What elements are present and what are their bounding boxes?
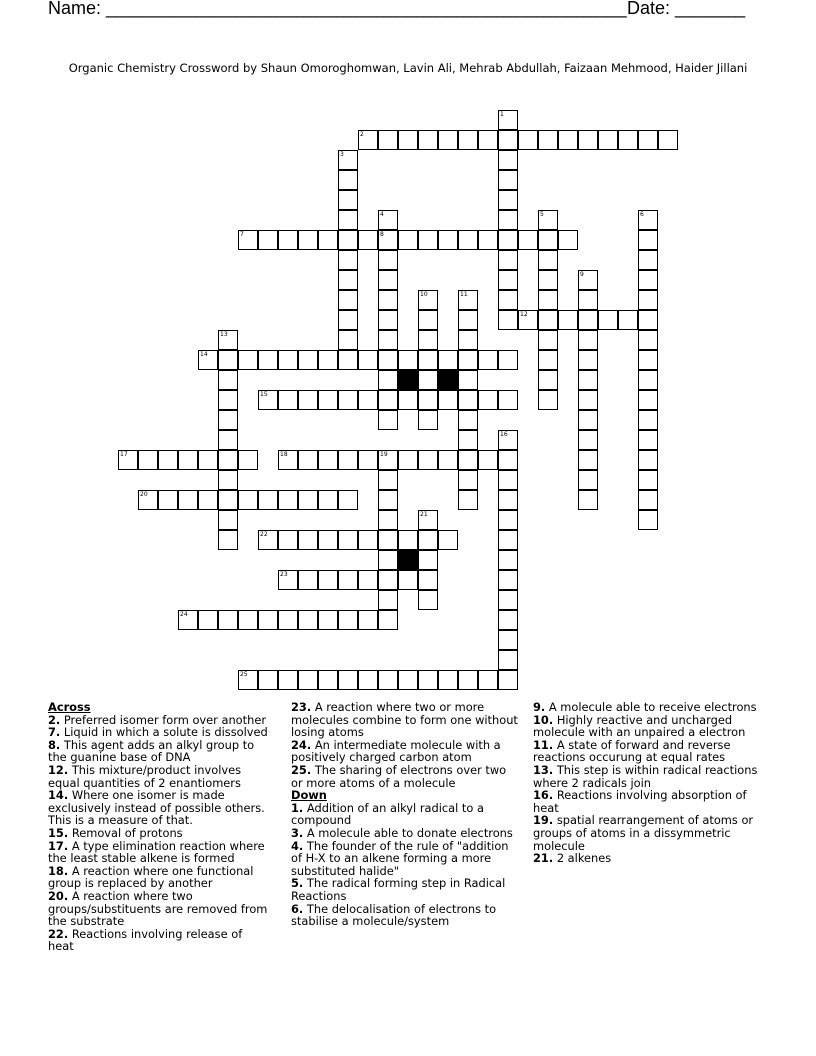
across-heading: Across (48, 700, 91, 714)
clue-column-3 (533, 701, 763, 865)
grid-cell[interactable] (478, 230, 498, 250)
grid-cell[interactable] (638, 250, 658, 270)
grid-cell[interactable] (538, 230, 558, 250)
grid-cell[interactable] (498, 290, 518, 310)
grid-cell[interactable] (298, 610, 318, 630)
grid-cell[interactable] (498, 470, 518, 490)
grid-cell[interactable] (438, 450, 458, 470)
grid-cell[interactable] (418, 550, 438, 570)
grid-cell[interactable] (638, 290, 658, 310)
grid-cell[interactable] (158, 490, 178, 510)
grid-cell[interactable] (578, 410, 598, 430)
grid-cell[interactable] (298, 490, 318, 510)
grid-cell[interactable] (378, 130, 398, 150)
grid-cell[interactable] (458, 490, 478, 510)
grid-cell[interactable] (638, 330, 658, 350)
clue-down-21: 21. 2 alkenes (533, 851, 612, 866)
grid-cell[interactable] (318, 530, 338, 550)
grid-cell[interactable] (278, 390, 298, 410)
grid-cell[interactable] (418, 530, 438, 550)
clue-across-2: 2. Preferred isomer form over another (48, 712, 267, 727)
grid-cell[interactable] (358, 450, 378, 470)
grid-cell[interactable] (418, 590, 438, 610)
grid-cell[interactable] (258, 610, 278, 630)
clue-number-20: 20 (140, 491, 148, 498)
clue-number-24: 24 (180, 611, 188, 618)
grid-cell[interactable] (558, 310, 578, 330)
grid-cell[interactable] (638, 230, 658, 250)
clue-number-1: 1 (500, 111, 504, 118)
clue-number-9: 9 (580, 271, 584, 278)
grid-cell[interactable] (638, 370, 658, 390)
grid-cell[interactable] (458, 430, 478, 450)
grid-cell[interactable] (398, 390, 418, 410)
grid-cell[interactable] (298, 530, 318, 550)
clue-down-9: 9. A molecule able to receive electrons (533, 700, 757, 714)
grid-cell[interactable] (518, 130, 538, 150)
grid-cell[interactable] (498, 530, 518, 550)
clue-column-1 (48, 701, 270, 953)
grid-cell[interactable] (338, 530, 358, 550)
clue-down-4: 4. The founder of the rule of "addition of H-X to an alkene forming a more substituted halide" (291, 838, 509, 878)
grid-cell[interactable] (398, 130, 418, 150)
grid-cell[interactable] (178, 490, 198, 510)
grid-cell[interactable] (538, 250, 558, 270)
clue-down-1: 1. Addition of an alkyl radical to a compound (291, 800, 484, 828)
grid-cell[interactable] (558, 230, 578, 250)
grid-cell[interactable] (338, 310, 358, 330)
grid-cell[interactable] (158, 450, 178, 470)
clue-number-25: 25 (240, 671, 248, 678)
grid-cell[interactable] (538, 350, 558, 370)
grid-cell[interactable] (358, 230, 378, 250)
grid-cell[interactable] (538, 370, 558, 390)
grid-cell[interactable] (498, 450, 518, 470)
grid-cell[interactable] (378, 610, 398, 630)
grid-cell[interactable] (418, 570, 438, 590)
clue-down-19: 19. spatial rearrangement of atoms or groups of atoms in a dissymmetric molecule (533, 813, 754, 853)
grid-cell[interactable] (378, 270, 398, 290)
grid-cell[interactable] (398, 670, 418, 690)
grid-cell[interactable] (498, 390, 518, 410)
grid-cell[interactable] (418, 330, 438, 350)
grid-cell[interactable] (598, 310, 618, 330)
grid-cell[interactable] (398, 530, 418, 550)
grid-cell[interactable] (418, 230, 438, 250)
grid-cell[interactable] (338, 390, 358, 410)
grid-cell[interactable] (378, 250, 398, 270)
grid-cell[interactable] (218, 530, 238, 550)
grid-cell[interactable] (358, 670, 378, 690)
grid-cell[interactable] (338, 450, 358, 470)
grid-cell[interactable] (138, 450, 158, 470)
grid-cell[interactable] (478, 390, 498, 410)
grid-cell[interactable] (258, 490, 278, 510)
grid-cell[interactable] (338, 250, 358, 270)
grid-cell[interactable] (498, 250, 518, 270)
grid-cell[interactable] (318, 390, 338, 410)
grid-cell[interactable] (338, 610, 358, 630)
clue-across-12: 12. This mixture/product involves equal quantities of 2 enantiomers (48, 762, 242, 790)
grid-cell[interactable] (318, 450, 338, 470)
grid-cell[interactable] (418, 450, 438, 470)
clue-number-21: 21 (420, 511, 428, 518)
grid-cell[interactable] (218, 430, 238, 450)
grid-cell[interactable] (498, 550, 518, 570)
clue-number-8: 8 (380, 231, 384, 238)
grid-cell[interactable] (618, 310, 638, 330)
grid-cell[interactable] (278, 230, 298, 250)
grid-cell[interactable] (458, 410, 478, 430)
grid-cell[interactable] (378, 590, 398, 610)
grid-cell[interactable] (658, 130, 678, 150)
grid-cell[interactable] (638, 310, 658, 330)
grid-cell[interactable] (338, 290, 358, 310)
grid-cell[interactable] (578, 130, 598, 150)
grid-cell[interactable] (578, 350, 598, 370)
grid-cell[interactable] (498, 270, 518, 290)
grid-cell[interactable] (498, 650, 518, 670)
grid-cell[interactable] (418, 130, 438, 150)
grid-cell[interactable] (418, 670, 438, 690)
grid-cell[interactable] (378, 530, 398, 550)
grid-cell[interactable] (458, 390, 478, 410)
grid-cell[interactable] (218, 470, 238, 490)
grid-cell[interactable] (198, 450, 218, 470)
grid-cell[interactable] (298, 230, 318, 250)
grid-cell[interactable] (338, 350, 358, 370)
grid-cell[interactable] (378, 390, 398, 410)
grid-cell[interactable] (258, 670, 278, 690)
grid-cell[interactable] (338, 330, 358, 350)
grid-cell[interactable] (498, 510, 518, 530)
grid-cell[interactable] (398, 570, 418, 590)
grid-cell[interactable] (218, 610, 238, 630)
grid-cell[interactable] (318, 490, 338, 510)
grid-cell[interactable] (578, 290, 598, 310)
grid-cell[interactable] (458, 330, 478, 350)
grid-cell[interactable] (218, 510, 238, 530)
clue-across-17: 17. A type elimination reaction where the least stable alkene is formed (48, 838, 265, 866)
puzzle-subtitle: Organic Chemistry Crossword by Shaun Omoroghomwan, Lavin Ali, Mehrab Abdullah, Faizaan Mehmood, Haider Jillani (68, 61, 748, 75)
grid-cell[interactable] (498, 210, 518, 230)
grid-cell[interactable] (338, 490, 358, 510)
clue-across-18: 18. A reaction where one functional group is replaced by another (48, 863, 254, 891)
grid-cell[interactable] (478, 670, 498, 690)
grid-cell[interactable] (258, 350, 278, 370)
grid-cell[interactable] (378, 330, 398, 350)
grid-cell[interactable] (538, 390, 558, 410)
grid-cell[interactable] (358, 570, 378, 590)
grid-block (398, 370, 418, 390)
grid-cell[interactable] (498, 630, 518, 650)
grid-cell[interactable] (578, 470, 598, 490)
grid-cell[interactable] (378, 370, 398, 390)
clue-down-13: 13. This step is within radical reactions where 2 radicals join (533, 762, 758, 790)
grid-cell[interactable] (358, 530, 378, 550)
grid-cell[interactable] (638, 430, 658, 450)
grid-cell[interactable] (538, 330, 558, 350)
grid-cell[interactable] (298, 670, 318, 690)
grid-cell[interactable] (338, 230, 358, 250)
grid-cell[interactable] (278, 610, 298, 630)
grid-cell[interactable] (278, 670, 298, 690)
grid-cell[interactable] (218, 410, 238, 430)
clue-column-2 (291, 701, 521, 928)
clue-down-11: 11. A state of forward and reverse reactions occurung at equal rates (533, 737, 731, 765)
clue-number-15: 15 (260, 391, 268, 398)
clue-number-16: 16 (500, 431, 508, 438)
down-heading: Down (291, 788, 327, 803)
grid-cell[interactable] (638, 410, 658, 430)
grid-cell[interactable] (458, 470, 478, 490)
grid-cell[interactable] (498, 310, 518, 330)
grid-cell[interactable] (358, 390, 378, 410)
grid-cell[interactable] (318, 610, 338, 630)
clue-down-5: 5. The radical forming step in Radical Reactions (291, 876, 506, 903)
grid-cell[interactable] (378, 310, 398, 330)
grid-cell[interactable] (218, 390, 238, 410)
grid-cell[interactable] (338, 170, 358, 190)
grid-cell[interactable] (338, 270, 358, 290)
grid-cell[interactable] (378, 290, 398, 310)
clue-number-5: 5 (540, 211, 544, 218)
clue-number-6: 6 (640, 211, 644, 218)
grid-cell[interactable] (438, 530, 458, 550)
clue-across-14: 14. Where one isomer is made exclusively instead of possible others. This is a measure of that. (48, 788, 265, 828)
clue-number-3: 3 (340, 151, 344, 158)
clue-down-6: 6. The delocalisation of electrons to stabilise a molecule/system (291, 901, 497, 929)
grid-cell[interactable] (298, 570, 318, 590)
grid-cell[interactable] (238, 450, 258, 470)
grid-cell[interactable] (398, 350, 418, 370)
grid-cell[interactable] (438, 390, 458, 410)
grid-cell[interactable] (418, 410, 438, 430)
grid-cell[interactable] (578, 450, 598, 470)
grid-cell[interactable] (538, 130, 558, 150)
grid-cell[interactable] (498, 350, 518, 370)
grid-cell[interactable] (538, 310, 558, 330)
name-field-line[interactable]: Name: ____________________________________________________ (48, 0, 627, 18)
clue-across-23: 23. A reaction where two or more molecules combine to form one without losing atoms (291, 700, 518, 740)
grid-cell[interactable] (478, 450, 498, 470)
grid-cell[interactable] (638, 350, 658, 370)
grid-cell[interactable] (218, 490, 238, 510)
grid-cell[interactable] (318, 570, 338, 590)
grid-cell[interactable] (338, 210, 358, 230)
grid-cell[interactable] (378, 550, 398, 570)
grid-cell[interactable] (238, 350, 258, 370)
grid-cell[interactable] (498, 490, 518, 510)
grid-cell[interactable] (438, 670, 458, 690)
grid-cell[interactable] (458, 370, 478, 390)
grid-cell[interactable] (378, 410, 398, 430)
grid-cell[interactable] (498, 150, 518, 170)
grid-cell[interactable] (578, 490, 598, 510)
clue-number-17: 17 (120, 451, 128, 458)
grid-cell[interactable] (278, 490, 298, 510)
grid-cell[interactable] (278, 350, 298, 370)
grid-cell[interactable] (438, 350, 458, 370)
grid-cell[interactable] (478, 350, 498, 370)
clue-across-7: 7. Liquid in which a solute is dissolved (48, 725, 268, 740)
grid-cell[interactable] (498, 190, 518, 210)
grid-cell[interactable] (498, 610, 518, 630)
clue-number-11: 11 (460, 291, 468, 298)
grid-block (438, 370, 458, 390)
grid-cell[interactable] (578, 430, 598, 450)
clue-across-24: 24. An intermediate molecule with a positively charged carbon atom (291, 737, 501, 765)
grid-cell[interactable] (378, 570, 398, 590)
grid-cell[interactable] (578, 390, 598, 410)
grid-cell[interactable] (278, 530, 298, 550)
grid-cell[interactable] (638, 270, 658, 290)
clue-number-23: 23 (280, 571, 288, 578)
clue-number-12: 12 (520, 311, 528, 318)
grid-cell[interactable] (538, 270, 558, 290)
grid-cell[interactable] (398, 230, 418, 250)
grid-cell[interactable] (418, 310, 438, 330)
clue-number-10: 10 (420, 291, 428, 298)
grid-cell[interactable] (438, 230, 458, 250)
grid-cell[interactable] (298, 450, 318, 470)
grid-cell[interactable] (398, 450, 418, 470)
grid-cell[interactable] (238, 490, 258, 510)
grid-cell[interactable] (498, 170, 518, 190)
grid-cell[interactable] (498, 570, 518, 590)
grid-cell[interactable] (358, 350, 378, 370)
grid-cell[interactable] (638, 510, 658, 530)
grid-cell[interactable] (638, 390, 658, 410)
grid-cell[interactable] (358, 610, 378, 630)
grid-cell[interactable] (338, 190, 358, 210)
grid-cell[interactable] (458, 130, 478, 150)
grid-cell[interactable] (498, 230, 518, 250)
clue-number-7: 7 (240, 231, 244, 238)
grid-cell[interactable] (638, 450, 658, 470)
grid-cell[interactable] (638, 130, 658, 150)
grid-cell[interactable] (298, 350, 318, 370)
grid-cell[interactable] (618, 130, 638, 150)
grid-cell[interactable] (318, 670, 338, 690)
grid-cell[interactable] (558, 130, 578, 150)
grid-cell[interactable] (638, 490, 658, 510)
grid-cell[interactable] (218, 350, 238, 370)
grid-cell[interactable] (218, 450, 238, 470)
grid-cell[interactable] (218, 370, 238, 390)
clue-across-8: 8. This agent adds an alkyl group to the guanine base of DNA (48, 737, 255, 765)
grid-cell[interactable] (418, 350, 438, 370)
grid-cell[interactable] (338, 570, 358, 590)
grid-cell[interactable] (378, 670, 398, 690)
grid-cell[interactable] (578, 330, 598, 350)
clue-across-20: 20. A reaction where two groups/substituents are removed from the substrate (48, 888, 268, 929)
grid-cell[interactable] (378, 470, 398, 490)
grid-cell[interactable] (498, 670, 518, 690)
grid-cell[interactable] (378, 510, 398, 530)
grid-cell[interactable] (458, 350, 478, 370)
grid-block (398, 550, 418, 570)
grid-cell[interactable] (478, 130, 498, 150)
grid-cell[interactable] (418, 390, 438, 410)
clue-number-18: 18 (280, 451, 288, 458)
grid-cell[interactable] (318, 230, 338, 250)
grid-cell[interactable] (198, 490, 218, 510)
grid-cell[interactable] (238, 610, 258, 630)
clue-number-13: 13 (220, 331, 228, 338)
clue-down-3: 3. A molecule able to donate electrons (291, 825, 513, 840)
grid-cell[interactable] (578, 310, 598, 330)
clue-across-22: 22. Reactions involving release of heat (48, 926, 243, 954)
grid-cell[interactable] (178, 450, 198, 470)
clue-across-15: 15. Removal of protons (48, 825, 183, 840)
grid-cell[interactable] (378, 490, 398, 510)
grid-cell[interactable] (518, 230, 538, 250)
grid-cell[interactable] (498, 590, 518, 610)
clue-down-16: 16. Reactions involving absorption of heat (533, 788, 747, 815)
grid-cell[interactable] (598, 130, 618, 150)
grid-cell[interactable] (378, 350, 398, 370)
clue-number-14: 14 (200, 351, 208, 358)
clue-number-19: 19 (380, 451, 388, 458)
grid-cell[interactable] (318, 350, 338, 370)
grid-cell[interactable] (198, 610, 218, 630)
grid-cell[interactable] (458, 230, 478, 250)
grid-cell[interactable] (638, 470, 658, 490)
grid-cell[interactable] (298, 390, 318, 410)
grid-cell[interactable] (538, 290, 558, 310)
clue-number-2: 2 (360, 131, 364, 138)
grid-cell[interactable] (458, 450, 478, 470)
grid-cell[interactable] (498, 130, 518, 150)
grid-cell[interactable] (418, 370, 438, 390)
grid-cell[interactable] (258, 230, 278, 250)
clue-number-4: 4 (380, 211, 384, 218)
grid-cell[interactable] (458, 670, 478, 690)
grid-cell[interactable] (438, 130, 458, 150)
clue-number-22: 22 (260, 531, 268, 538)
clue-across-25: 25. The sharing of electrons over two or more atoms of a molecule (291, 762, 507, 790)
grid-cell[interactable] (338, 670, 358, 690)
clue-down-10: 10. Highly reactive and uncharged molecule with an unpaired a electron (533, 712, 746, 740)
grid-cell[interactable] (458, 310, 478, 330)
date-field-line[interactable]: Date: _______ (627, 0, 746, 18)
grid-cell[interactable] (578, 370, 598, 390)
